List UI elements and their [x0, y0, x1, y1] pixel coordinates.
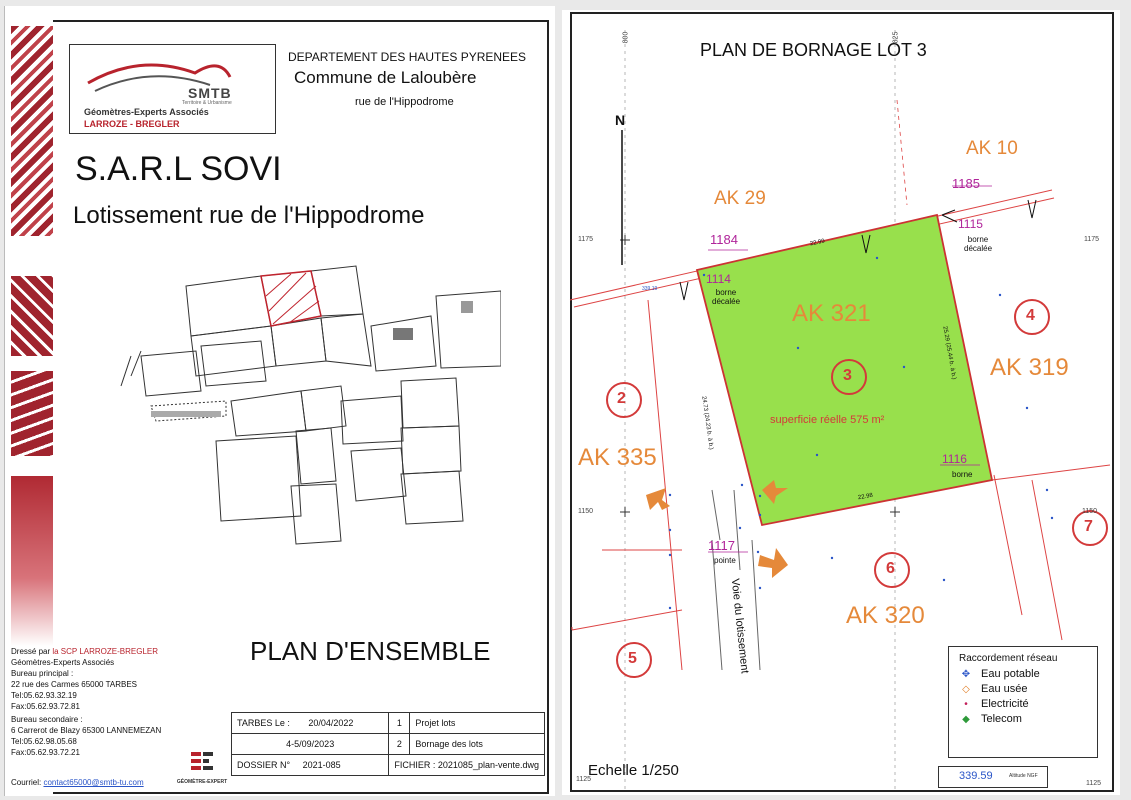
logo-tagline: Territoire & Urbanisme	[182, 100, 232, 106]
legend-item	[959, 668, 1087, 680]
sewage-icon: ◇	[962, 683, 970, 695]
note-borne: borne	[952, 470, 973, 479]
svg-text:339.19: 339.19	[642, 286, 658, 292]
plan-title: PLAN D'ENSEMBLE	[250, 636, 491, 666]
title-block	[231, 712, 545, 776]
lot-number-5: 5	[628, 650, 637, 667]
grid-y-1150-left: 1150	[578, 508, 594, 515]
desc2: Bornage des lots	[410, 734, 545, 755]
ge-logo	[175, 750, 229, 790]
parcel-ak29: AK 29	[714, 188, 766, 209]
area-label: superficie réelle 575 m²	[770, 414, 885, 426]
parcel-ak319: AK 319	[990, 354, 1069, 381]
point-1185: 1185	[952, 176, 980, 191]
lot-number-6: 6	[886, 560, 895, 577]
email-line	[11, 778, 144, 787]
desc1: Projet lots	[410, 713, 545, 734]
altitude-example: 339.59	[959, 770, 993, 782]
parcel-ak321: AK 321	[792, 300, 871, 327]
point-1184: 1184	[710, 232, 738, 247]
main-office-label: Bureau principal :	[11, 669, 74, 678]
grid-x-825-top: 825	[892, 31, 900, 44]
point-1117: 1117	[708, 538, 735, 553]
legend-label: Eau potable	[981, 668, 1040, 680]
project-subtitle: Lotissement rue de l'Hippodrome	[73, 202, 425, 229]
date1: 20/04/2022	[308, 718, 354, 728]
network-legend	[948, 646, 1098, 758]
fichier-cell	[389, 755, 545, 776]
street-label: rue de l'Hippodrome	[355, 96, 454, 108]
note-text: borne	[715, 288, 737, 297]
point-1115: 1115	[958, 217, 983, 231]
le-label: Le :	[274, 718, 290, 728]
ge-logo-text: GÉOMÈTRE-EXPERT	[176, 779, 228, 785]
logo-line1: Géomètres-Experts Associés	[84, 107, 209, 117]
dim-top: 22.99	[809, 238, 826, 248]
dossier: 2021-085	[302, 760, 341, 770]
legend-label: Electricité	[981, 698, 1029, 710]
main-office-address: 22 rue des Carmes 65000 TARBES	[11, 680, 137, 689]
dim-bottom: 22.98	[857, 492, 874, 502]
road-label: Voie du lotissement	[728, 577, 751, 675]
place: TARBES	[237, 718, 273, 728]
idx2: 2	[389, 734, 410, 755]
note-text: décalée	[964, 244, 993, 253]
ge-logo-icon	[189, 750, 215, 774]
title-block-row	[232, 755, 545, 776]
grid-y-1125-left: 1125	[576, 776, 592, 783]
parcel-ak320: AK 320	[846, 602, 925, 629]
overview-plan	[101, 256, 501, 556]
survey-title: PLAN DE BORNAGE LOT 3	[700, 40, 927, 60]
client-title: S.A.R.L SOVI	[75, 150, 282, 188]
logo-brand: SMTB	[188, 85, 232, 101]
grid-x-800: 800	[622, 31, 630, 44]
email-label: Courriel:	[11, 778, 42, 787]
second-office-address: 6 Carrerot de Blazy 65300 LANNEMEZAN	[11, 726, 162, 735]
legend-item	[959, 698, 1087, 710]
legend-title: Raccordement réseau	[959, 653, 1058, 664]
second-tel: Tel:05.62.98.05.68	[11, 737, 77, 746]
firm-name: Géomètres-Experts Associés	[11, 658, 115, 667]
north-label: N	[615, 112, 626, 128]
main-fax: Fax:05.62.93.72.81	[11, 702, 80, 711]
legend-label: Eau usée	[981, 683, 1028, 695]
parcel-ak10: AK 10	[966, 138, 1018, 159]
company-logo	[69, 44, 276, 134]
point-1116: 1116	[942, 452, 967, 466]
dossier-cell	[232, 755, 389, 776]
point-1114: 1114	[706, 272, 731, 286]
lot-number-7: 7	[1084, 518, 1093, 535]
note-borne-decalee-1	[712, 288, 740, 306]
commune-label: Commune de Laloubère	[294, 68, 477, 87]
second-fax: Fax:05.62.93.72.21	[11, 748, 80, 757]
dim-right: 25.29 (25.44 b. à b.)	[941, 325, 957, 381]
legend-item	[959, 683, 1087, 695]
title-block-row	[232, 713, 545, 734]
left-sheet	[4, 6, 555, 796]
drafted-prefix: Dressé par	[11, 647, 51, 656]
legend-item	[959, 713, 1087, 725]
right-sheet	[562, 10, 1120, 795]
altitude-label: Altitude NGF	[1009, 773, 1038, 779]
drafted-by: la SCP LARROZE-BREGLER	[52, 647, 159, 656]
main-tel: Tel:05.62.93.32.19	[11, 691, 77, 700]
grid-y-1175-left: 1175	[578, 236, 594, 243]
altitude-legend	[938, 766, 1048, 788]
idx1: 1	[389, 713, 410, 734]
date2: 4-5/09/2023	[232, 734, 389, 755]
dim-left: 24.73 (24.23 b. à b.)	[700, 395, 714, 451]
note-text: borne	[967, 235, 989, 244]
lot-number-4: 4	[1026, 307, 1035, 324]
firm-info	[11, 646, 161, 758]
lot-number-3: 3	[843, 367, 852, 384]
note-text: décalée	[712, 297, 741, 306]
telecom-icon: ◆	[962, 713, 970, 725]
place-cell	[232, 713, 389, 734]
fichier: 2021085_plan-vente.dwg	[437, 760, 539, 770]
water-icon: ✥	[961, 668, 971, 680]
dossier-label: DOSSIER N°	[237, 760, 291, 770]
second-office-label: Bureau secondaire :	[11, 715, 83, 724]
department-label: DEPARTEMENT DES HAUTES PYRENEES	[288, 50, 527, 64]
grid-y-1150-right: 1150	[1082, 508, 1098, 515]
fichier-label: FICHIER :	[394, 760, 436, 770]
parcel-ak335: AK 335	[578, 444, 657, 471]
grid-y-1175-right: 1175	[1084, 236, 1100, 243]
lot-number-2: 2	[617, 390, 626, 407]
title-block-row	[232, 734, 545, 755]
grid-y-1125-right: 1125	[1086, 780, 1102, 787]
scale-label: Echelle 1/250	[588, 762, 679, 779]
note-pointe: pointe	[714, 556, 736, 565]
note-borne-decalee-2	[964, 235, 992, 253]
email-link[interactable]: contact65000@smtb-tu.com	[43, 778, 144, 787]
electricity-icon: •	[964, 698, 968, 710]
logo-line2: LARROZE - BREGLER	[84, 119, 180, 129]
legend-label: Telecom	[981, 713, 1022, 725]
